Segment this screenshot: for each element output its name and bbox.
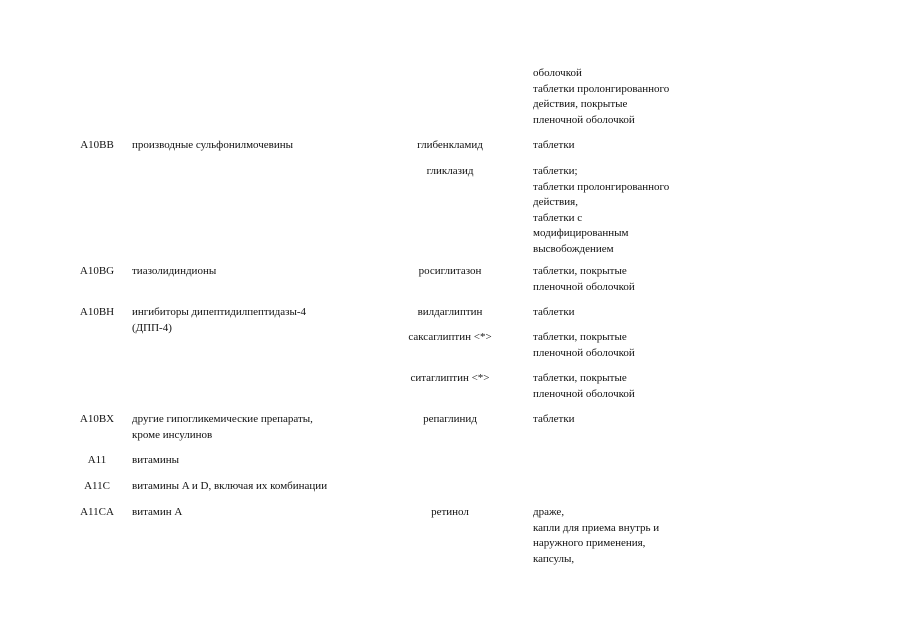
form-line: высвобождением <box>533 242 614 255</box>
drug-name: ситаглиптин <*> <box>410 372 490 384</box>
atc-description <box>132 264 382 280</box>
atc-code: A11 <box>87 454 107 466</box>
drug-name: вилдаглиптин <box>417 306 483 318</box>
form-line: таблетки пролонгированного <box>533 82 670 95</box>
atc-code: A10BB <box>80 139 114 151</box>
form-line: капсулы, <box>533 552 575 565</box>
description-line: витамины <box>132 454 180 466</box>
description-line: другие гипогликемические препараты, <box>132 413 313 425</box>
description-line: кроме инсулинов <box>132 428 213 441</box>
form-line: драже, <box>533 506 565 518</box>
drug-name: росиглитазон <box>418 265 482 277</box>
atc-code: A10BG <box>79 265 115 277</box>
description-line: (ДПП-4) <box>132 321 172 334</box>
atc-code: A11CA <box>80 506 114 518</box>
dosage-forms <box>533 305 733 321</box>
form-line: таблетки, покрытые <box>533 265 627 277</box>
dosage-forms <box>533 264 733 295</box>
drug-name: саксаглиптин <*> <box>408 331 492 343</box>
atc-code: A10BH <box>79 306 115 318</box>
description-line: витамин A <box>132 506 183 518</box>
atc-code: A11C <box>84 480 110 492</box>
form-line: таблетки <box>533 139 575 151</box>
dosage-forms <box>533 330 733 361</box>
atc-code: A10BX <box>79 413 115 425</box>
form-line: таблетки, покрытые <box>533 372 627 384</box>
drug-name: гликлазид <box>426 165 474 177</box>
form-line: таблетки пролонгированного <box>533 180 670 193</box>
form-line: пленочной оболочкой <box>533 346 635 359</box>
form-line: таблетки с <box>533 211 583 224</box>
form-line: действия, <box>533 196 578 208</box>
description-line: витамины A и D, включая их комбинации <box>132 480 328 492</box>
dosage-forms <box>533 138 733 154</box>
form-line: таблетки, покрытые <box>533 331 627 343</box>
form-line: модифицированным <box>533 227 629 239</box>
form-line: пленочной оболочкой <box>533 280 635 293</box>
atc-description <box>132 138 382 154</box>
description-line: ингибиторы дипептидилпептидазы-4 <box>132 306 306 318</box>
form-line: наружного применения, <box>533 537 646 549</box>
drug-name: глибенкламид <box>417 139 483 151</box>
atc-description <box>132 505 382 521</box>
atc-description <box>132 479 382 495</box>
drug-name: ретинол <box>431 506 469 518</box>
dosage-forms <box>533 164 733 257</box>
form-line: таблетки <box>533 306 575 318</box>
continuation-forms <box>533 66 733 128</box>
form-line: таблетки <box>533 413 575 425</box>
atc-description <box>132 305 382 336</box>
dosage-forms <box>533 412 733 428</box>
form-line: пленочной оболочкой <box>533 387 635 400</box>
dosage-forms <box>533 505 733 567</box>
form-line: действия, покрытые <box>533 98 628 110</box>
dosage-forms <box>533 371 733 402</box>
atc-description <box>132 412 382 443</box>
drug-name: репаглинид <box>423 413 477 425</box>
description-line: тиазолидиндионы <box>132 265 217 277</box>
form-line: пленочной оболочкой <box>533 113 635 126</box>
form-line: таблетки; <box>533 165 578 177</box>
form-line: оболочкой <box>533 67 582 79</box>
description-line: производные сульфонилмочевины <box>132 139 294 151</box>
atc-description <box>132 453 382 469</box>
form-line: капли для приема внутрь и <box>533 521 660 534</box>
